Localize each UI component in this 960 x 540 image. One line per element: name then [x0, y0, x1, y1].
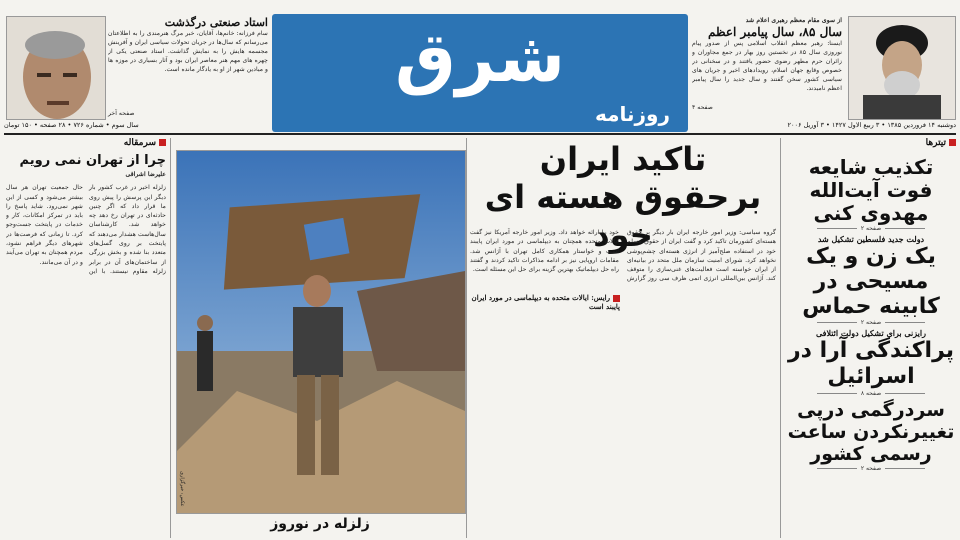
right-story-ref: صفحه ۴	[692, 104, 713, 111]
section-headlines-label: تیترها	[925, 138, 946, 148]
headline-4: سردرگمی درپی تغییرنکردن ساعت رسمی کشور	[787, 399, 955, 465]
headline-2: یک زن و یک مسیحی در کابینه حماس	[802, 244, 940, 319]
center-story	[470, 140, 776, 538]
right-story-kicker: از سوی مقام معظم رهبری اعلام شد	[745, 17, 842, 24]
headline-3-ref: صفحه ۸	[786, 390, 956, 397]
earthquake-scene-icon	[177, 151, 465, 513]
portrait-left	[6, 16, 106, 120]
main-story-subhead: رایس: ایالات متحده به دیپلماسی در مورد ایران پایبند است	[471, 293, 620, 311]
divider-right	[780, 138, 781, 538]
section-editorial	[6, 138, 166, 148]
headline-1: تکذیب شایعه فوت آیت‌الله مهدوی کنی	[808, 155, 934, 225]
masthead-title: شرق	[395, 19, 565, 98]
left-story	[108, 16, 268, 118]
main-story-subhead-box	[470, 290, 620, 314]
section-marker-icon	[159, 139, 166, 146]
photo-credit: عکس: خبرگزاری	[179, 471, 185, 507]
dateline-date: دوشنبه ۱۴ فروردین ۱۳۸۵ • ۳ ربیع الاول ۱۴۲۷ • ۳ آوریل ۲۰۰۶	[787, 121, 956, 129]
section-marker-icon	[949, 139, 956, 146]
headline-3-kicker: رایزنی برای تشکیل دولت ائتلافی	[816, 328, 926, 338]
dateline-issue: سال سوم • شماره ۷۲۶ • ۲۸ صفحه • ۱۵۰ تومان	[4, 121, 139, 129]
right-story-headline: سال ۸۵، سال پیامبر اعظم	[708, 25, 842, 39]
dateline-bar	[4, 121, 956, 131]
left-column	[6, 138, 166, 538]
left-story-headline: استاد صنعتی درگذشت	[164, 16, 268, 29]
cleric-portrait-icon	[849, 17, 955, 119]
portrait-right	[848, 16, 956, 120]
headline-1-ref: صفحه ۲	[786, 225, 956, 232]
headline-2-kicker: دولت جدید فلسطین تشکیل شد	[817, 234, 925, 244]
photo-caption: زلزله در نوروز	[270, 516, 370, 532]
main-headline-2: برحقوق هسته ای خود	[484, 178, 762, 254]
divider-center	[466, 138, 467, 538]
divider-left	[170, 138, 171, 538]
masthead-subtitle: روزنامه	[595, 102, 670, 126]
headline-4-ref: صفحه ۲	[786, 465, 956, 472]
editorial-body: زلزله اخیر در غرب کشور بار دیگر این پرسش را پیش روی ما قرار داد که اگر چنین حادثه‌ای در تهران رخ دهد چه خواهد شد. کارشناسان سال‌هاست هشدار می‌دهند که پایتخت بر روی گسل‌های متعدد بنا شده و بخش بزرگی از ساختمان‌های آن در برابر زلزله مقاوم نیستند. با این حال جمعیت تهران هر سال بیشتر می‌شود و کسی از این شهر نمی‌رود. شاید پاسخ را باید در تمرکز امکانات، کار و خدمات در پایتخت جست‌وجو کرد. تا زمانی که فرصت‌ها در شهرهای دیگر فراهم نشود، مردم همچنان به تهران می‌آیند و در آن می‌مانند.	[6, 184, 166, 275]
earthquake-photo	[176, 150, 466, 514]
left-story-ref: صفحه آخر	[108, 110, 135, 117]
editorial-headline: چرا از تهران نمی رویم	[19, 153, 166, 168]
headline-3: پراکندگی آرا در اسرائیل	[787, 338, 955, 389]
main-story-body: گروه سیاسی: وزیر امور خارجه ایران بار دیگر بر حقوق هسته‌ای کشورمان تاکید کرد و گفت ایران از حقوق مسلم خود در استفاده صلح‌آمیز از انرژی هسته‌ای چشم‌پوشی نخواهد کرد. شورای امنیت سازمان ملل متحد در بیانیه‌ای از ایران خواسته است فعالیت‌های غنی‌سازی را متوقف کند. آژانس بین‌المللی انرژی اتمی ظرف سی روز گزارش خود را ارائه خواهد داد. وزیر امور خارجه آمریکا نیز گفت ایالات متحده همچنان به دیپلماسی در مورد ایران پایبند است و خواستار همکاری کامل تهران با آژانس شد. مقامات اروپایی نیز بر ادامه مذاکرات تاکید کردند و گفتند راه حل دیپلماتیک بهترین گزینه برای حل این مسئله است.	[470, 229, 776, 283]
right-story	[692, 16, 842, 112]
right-story-blurb: ایسنا: رهبر معظم انقلاب اسلامی پس از صدور پیام نوروزی سال ۸۵ در نخستین روز بهار در جمع مجاوران و زائران حرم مطهر رضوی حضور یافتند و در سخنانی در خصوص وقایع جهان اسلام، رویدادهای اخیر و جریان های سیاسی کشور سخن گفتند و سال جدید را سال پیامبر اعظم نامیدند.	[692, 40, 842, 92]
header-rule	[4, 133, 956, 135]
section-headlines	[786, 138, 956, 148]
right-column	[786, 138, 956, 538]
section-editorial-label: سرمقاله	[123, 138, 156, 148]
left-story-blurb: سام فرزانه: خانم‌ها، آقایان، خبر مرگ هنرمندی را به اطلاعتان می‌رسانم که سال‌ها در جریان تحولات سیاسی ایران و آفرینش مجسمه هایش را به نمایش گذاشت. استاد صنعتی یکی از چهره های مهم هنر معاصر ایران بود و آثار بسیاری در موزه ها و میادین شهر از او به یادگار مانده است.	[108, 30, 268, 73]
masthead	[272, 14, 688, 132]
editorial-author: علیرضا اشراقی	[125, 171, 166, 178]
main-headline-1: تاکید ایران	[539, 140, 707, 178]
headline-2-ref: صفحه ۲	[786, 319, 956, 326]
old-man-portrait-icon	[7, 17, 105, 119]
